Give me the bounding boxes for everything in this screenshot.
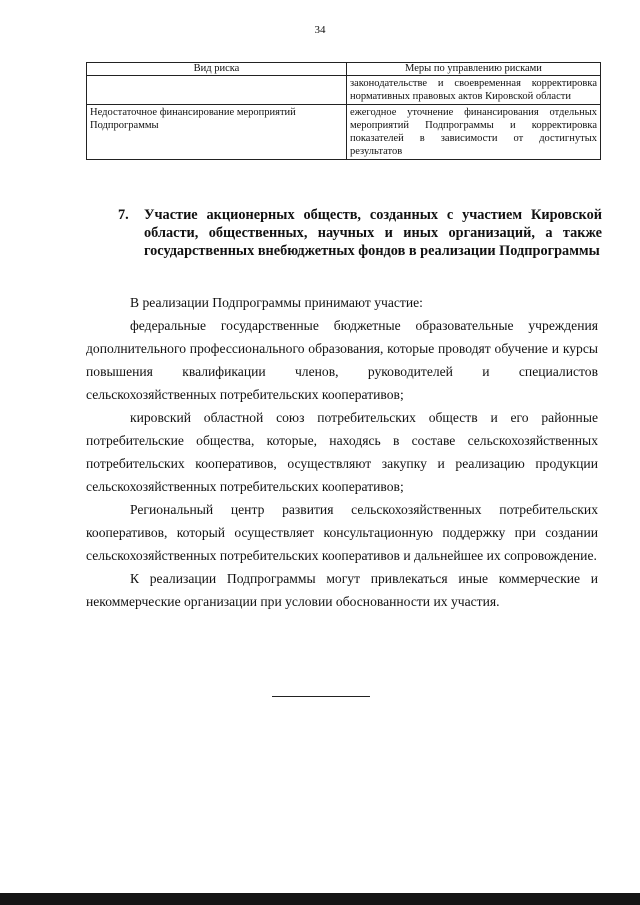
paragraph-federal-institutions: федеральные государственные бюджетные образовательные учреждения дополнительного профессионального образования, которые проводят обучение и курсы повышения квалификации членов, руководителей и специалистов сельскохозяйственных потребительских кооперативов; <box>86 318 598 402</box>
risk-management-table <box>86 62 601 160</box>
risk-type-cell <box>87 76 347 105</box>
end-divider-line <box>272 696 370 697</box>
section-title: Участие акционерных обществ, созданных с участием Кировской области, общественных, научных и иных организаций, а также государственных внебюджетных фондов в реализации Подпрограммы <box>144 207 602 259</box>
table-header-row <box>87 63 601 76</box>
body-text <box>86 291 598 613</box>
paragraph-development-center: Региональный центр развития сельскохозяйственных потребительских кооперативов, который осуществляет консультационную поддержку при создании сельскохозяйственных потребительских кооперативов и дальнейшее их сопровождение. <box>86 502 598 563</box>
page-number: 34 <box>314 24 326 36</box>
paragraph-other-organizations: К реализации Подпрограммы могут привлекаться иные коммерческие и некоммерческие организации при условии обоснованности их участия. <box>86 571 598 609</box>
column-header-risk-type: Вид риска <box>87 63 347 76</box>
column-header-risk-measures: Меры по управлению рисками <box>347 63 601 76</box>
table-row <box>87 105 601 160</box>
risk-measures-cell: ежегодное уточнение финансирования отдельных мероприятий Подпрограммы и корректировка показателей в зависимости от достигнутых результатов <box>347 105 601 160</box>
section-heading <box>118 206 602 260</box>
risk-measures-cell: законодательстве и своевременная корректировка нормативных правовых актов Кировской области <box>347 76 601 105</box>
table-row <box>87 76 601 105</box>
risk-type-cell: Недостаточное финансирование мероприятий Подпрограммы <box>87 105 347 160</box>
scan-bottom-edge <box>0 893 640 905</box>
paragraph-regional-union: кировский областной союз потребительских обществ и его районные потребительские общества, которые, находясь в составе сельскохозяйственных потребительских кооперативов, осуществляют закупку и реализацию продукции сельскохозяйственных потребительских кооперативов; <box>86 410 598 494</box>
section-number: 7. <box>118 207 129 223</box>
paragraph-intro: В реализации Подпрограммы принимают участие: <box>130 295 423 310</box>
